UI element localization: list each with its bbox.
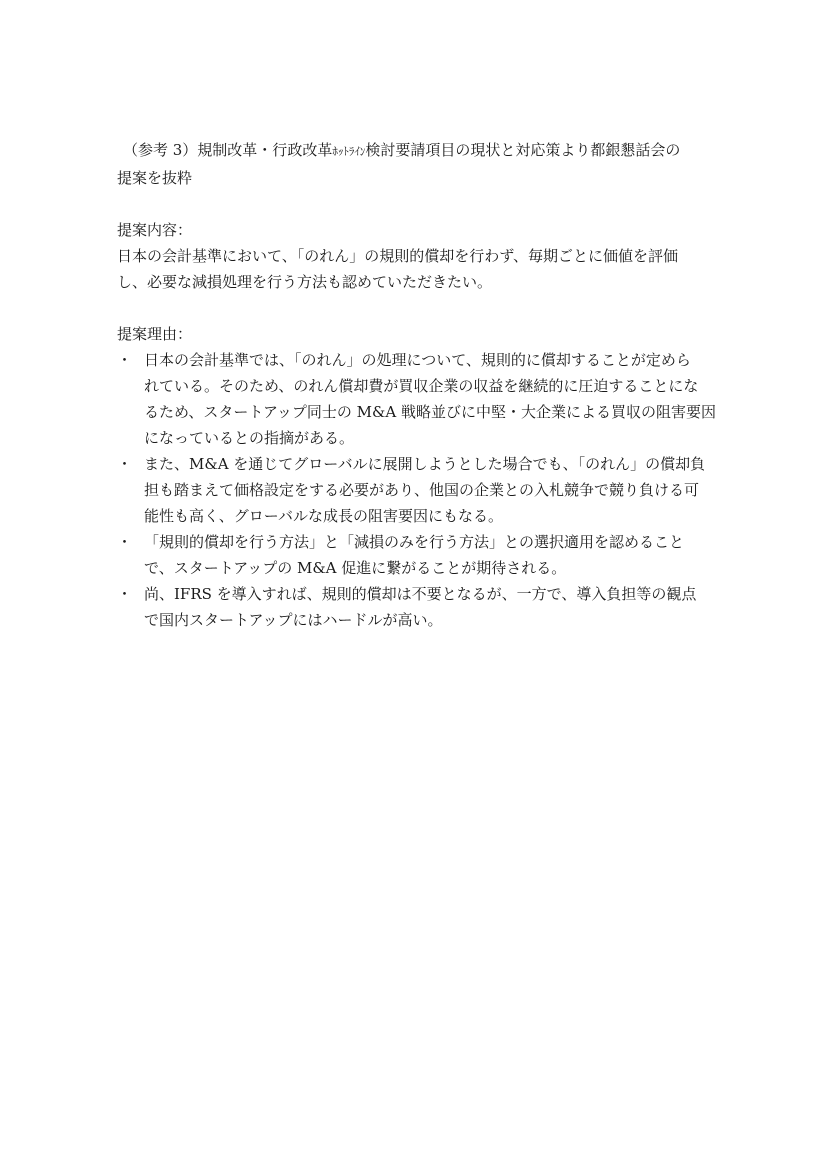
spacer <box>117 191 717 217</box>
reason-item <box>117 529 717 581</box>
reason-line: 日本の会計基準では、「のれん」の処理について、規則的に償却することが定めら <box>144 351 691 369</box>
reason-line: 尚、IFRS を導入すれば、規則的償却は不要となるが、一方で、導入負担等の観点 <box>144 585 697 603</box>
reason-item <box>117 581 717 633</box>
reason-line: 能性も高く、グローバルな成長の阻害要因にもなる。 <box>144 507 503 525</box>
bullet-icon: ・ <box>117 455 133 473</box>
reference-title-small-katakana: ﾎｯﾄﾗｲﾝ <box>332 145 366 158</box>
reason-line: また、M&A を通じてグローバルに展開しようとした場合でも、「のれん」の償却負 <box>144 455 706 473</box>
reference-title-line-1 <box>117 137 717 165</box>
bullet-icon: ・ <box>117 351 133 369</box>
reason-line: になっているとの指摘がある。 <box>144 429 355 447</box>
document-body <box>117 137 717 633</box>
reason-line: で、スタートアップの M&A 促進に繋がることが期待される。 <box>144 559 567 577</box>
reason-line: るため、スタートアップ同士の M&A 戦略並びに中堅・大企業による買収の阻害要因 <box>144 403 716 421</box>
reason-line: で国内スタートアップにはハードルが高い。 <box>144 611 443 629</box>
reason-line: 担も踏まえて価格設定をする必要があり、他国の企業との入札競争で競り負ける可 <box>144 481 700 499</box>
reason-item <box>117 347 717 451</box>
proposal-line: 日本の会計基準において、「のれん」の規則的償却を行わず、毎期ごとに価値を評価 <box>117 247 679 265</box>
reference-title-line-2: 提案を抜粋 <box>117 169 193 187</box>
reason-item <box>117 451 717 529</box>
proposal-heading: 提案内容： <box>117 221 193 239</box>
reason-line: 「規則的償却を行う方法」と「減損のみを行う方法」との選択適用を認めること <box>144 533 685 551</box>
proposal-line: し、必要な減損処理を行う方法も認めていただきたい。 <box>117 273 493 291</box>
reasons-list <box>117 347 717 633</box>
reason-line: れている。そのため、のれん償却費が買収企業の収益を継続的に圧迫することにな <box>144 377 699 395</box>
bullet-icon: ・ <box>117 533 133 551</box>
reasons-heading: 提案理由： <box>117 325 193 343</box>
spacer <box>117 295 717 321</box>
bullet-icon: ・ <box>117 585 133 603</box>
reference-title-suffix: 検討要請項目の現状と対応策より都銀懇話会の <box>365 141 681 159</box>
reference-title-prefix: （参考 3）規制改革・行政改革 <box>123 141 333 159</box>
